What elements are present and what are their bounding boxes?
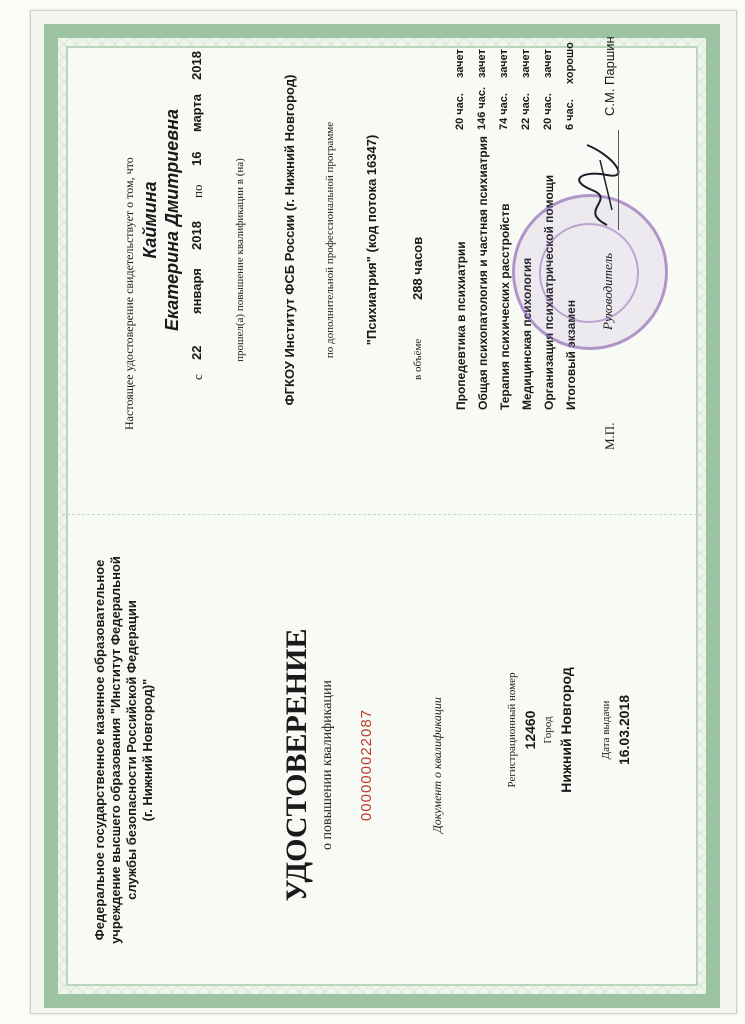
intro-text: Настоящее удостоверение свидетельствует о том, что: [122, 157, 136, 430]
passed-text: прошел(а) повышение квалификации в (на): [234, 158, 246, 362]
course-name: Организация психиатрической помощи: [542, 174, 556, 410]
period-from-year: 2018: [189, 221, 204, 250]
document-subtitle: о повышении квалификации: [320, 680, 335, 850]
period-to-day: 16: [189, 151, 204, 166]
holder-surname: Каймина: [140, 181, 160, 259]
city-name: Нижний Новгород: [558, 667, 574, 793]
course-hours: 20 час.: [454, 93, 466, 130]
document-kind: Документ о квалификации: [430, 697, 444, 833]
org-line: (г. Нижний Новгород)": [140, 678, 155, 822]
volume-label: в объёме: [412, 338, 424, 380]
course-hours: 74 час.: [498, 93, 510, 130]
period-to-year: 2018: [189, 51, 204, 80]
registration-label: Регистрационный номер: [506, 672, 518, 788]
org-line: Федеральное государственное казенное образовательное: [92, 559, 107, 941]
volume-hours: 288 часов: [410, 236, 425, 300]
program-name: "Психиатрия" (код потока 16347): [364, 134, 379, 346]
program-label: по дополнительной профессиональной программе: [324, 121, 336, 359]
course-hours: 6 час.: [564, 99, 576, 130]
head-label: Руководитель: [600, 252, 615, 330]
org-line: учреждение высшего образования "Институт Федеральной: [108, 556, 123, 944]
course-name: Пропедевтика в психиатрии: [454, 241, 468, 410]
city-label: Город: [542, 716, 554, 744]
head-name: С.М. Паршин: [602, 36, 617, 116]
period-to-prefix: по: [190, 184, 205, 198]
course-result: зачет: [520, 49, 532, 78]
period-from-day: 22: [189, 345, 204, 360]
seal-place-label: М.П.: [602, 422, 617, 450]
rotated-certificate-content: [62, 30, 702, 990]
org-line: службы безопасности Российской Федерации: [124, 600, 139, 900]
issue-date-label: Дата выдачи: [600, 700, 612, 760]
course-name: Терапия психических расстройств: [498, 203, 512, 410]
document-title: УДОСТОВЕРЕНИЕ: [280, 628, 313, 902]
course-name: Медицинская психология: [520, 257, 534, 410]
course-result: зачет: [498, 49, 510, 78]
course-hours: 146 час.: [476, 86, 488, 130]
signature-image: [572, 140, 622, 230]
course-hours: 20 час.: [542, 93, 554, 130]
issue-date: 16.03.2018: [616, 694, 632, 766]
organization-name: [92, 530, 156, 970]
registration-number: 12460: [522, 710, 538, 750]
course-hours: 22 час.: [520, 93, 532, 130]
period-to-month: марта: [189, 93, 204, 132]
period-from-prefix: с: [190, 374, 205, 380]
course-name: Итоговый экзамен: [564, 299, 578, 410]
course-name: Общая психопатология и частная психиатрия: [476, 136, 490, 410]
holder-name: Екатерина Дмитриевна: [162, 108, 182, 332]
document-number: 000000022087: [358, 708, 375, 822]
course-result: зачет: [476, 49, 488, 78]
institution-name: ФГКОУ Институт ФСБ России (г. Нижний Новгород): [282, 74, 297, 406]
course-result: зачет: [454, 49, 466, 78]
period-from-month: января: [189, 268, 204, 314]
course-result: зачет: [542, 49, 554, 78]
signature-line: [618, 130, 619, 230]
course-result: хорошо: [564, 42, 576, 84]
